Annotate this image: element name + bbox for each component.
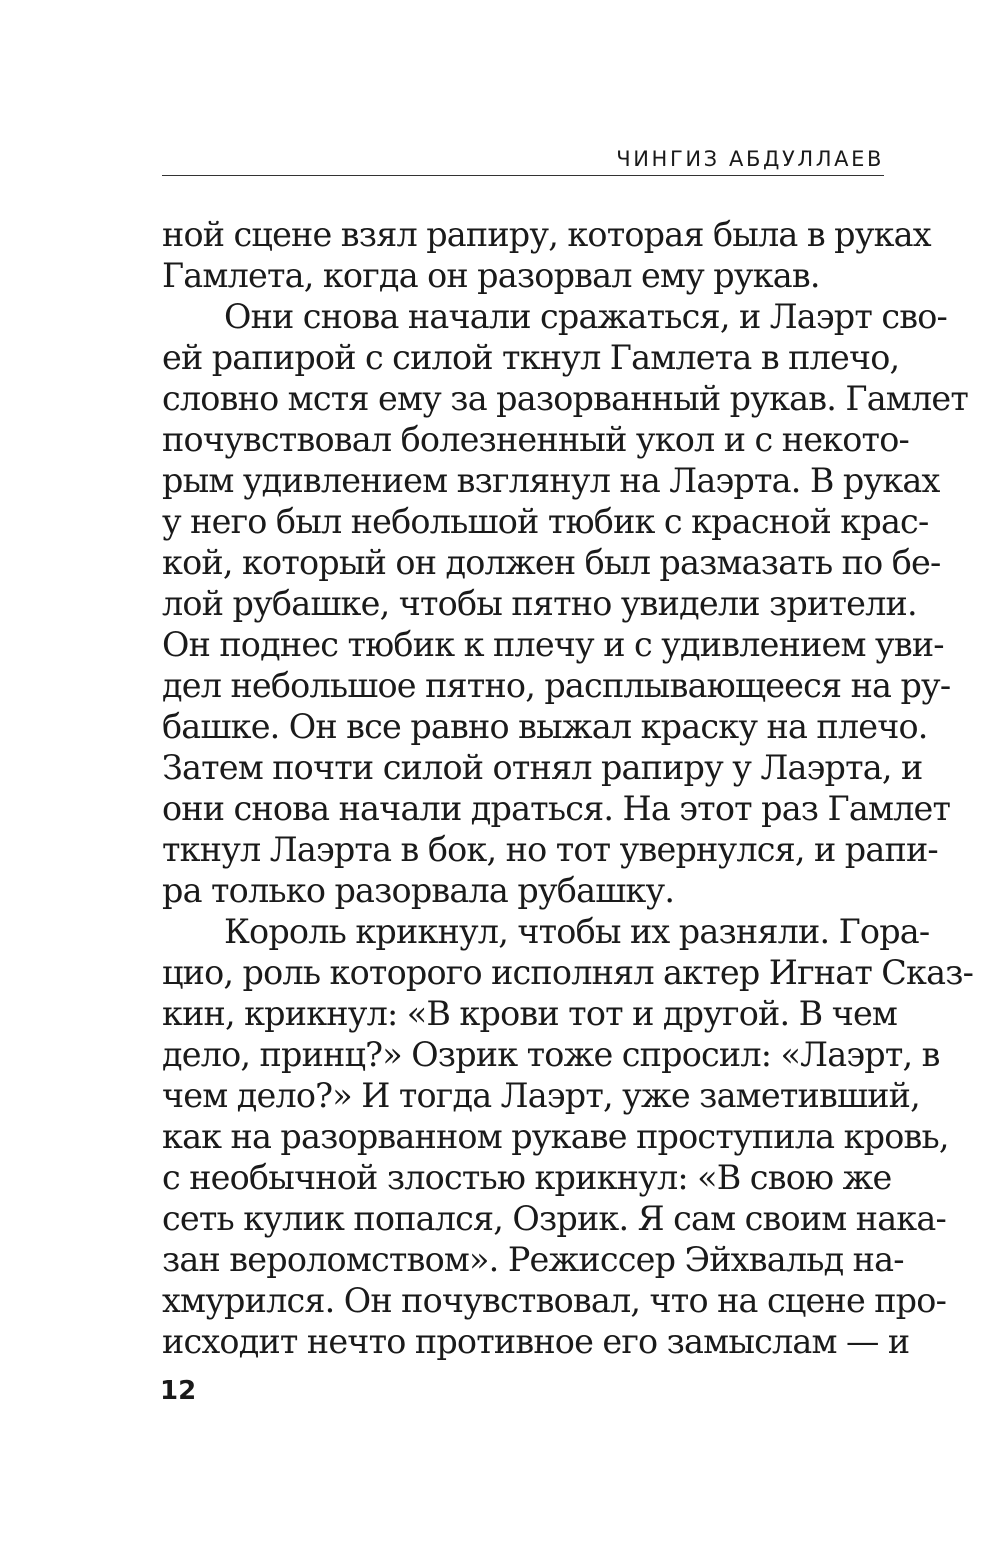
header-divider bbox=[162, 175, 884, 176]
text-line: Гамлета, когда он разорвал ему рукав. bbox=[162, 256, 820, 295]
text-line: словно мстя ему за разорванный рукав. Гамлет bbox=[162, 379, 969, 418]
text-line: исходит нечто противное его замыслам — и bbox=[162, 1322, 910, 1361]
text-line: чем дело?» И тогда Лаэрт, уже заметивший, bbox=[162, 1076, 920, 1115]
text-line: дело, принц?» Озрик тоже спросил: «Лаэрт, в bbox=[162, 1035, 940, 1074]
text-line: башке. Он все равно выжал краску на плечо. bbox=[162, 707, 928, 746]
paragraph-first-line: Король крикнул, чтобы их разняли. Гора- bbox=[224, 912, 930, 951]
text-line: ной сцене взял рапиру, которая была в руках bbox=[162, 215, 931, 254]
text-line: хмурился. Он почувствовал, что на сцене про- bbox=[162, 1281, 947, 1320]
text-line: зан вероломством». Режиссер Эйхвальд на- bbox=[162, 1240, 904, 1279]
text-line: с необычной злостью крикнул: «В свою же bbox=[162, 1158, 892, 1197]
text-line: у него был небольшой тюбик с красной крас- bbox=[162, 502, 929, 541]
text-line: ей рапирой с силой ткнул Гамлета в плечо, bbox=[162, 338, 900, 377]
text-line: лой рубашке, чтобы пятно увидели зрители. bbox=[162, 584, 917, 623]
text-line: ткнул Лаэрта в бок, но тот увернулся, и рапи- bbox=[162, 830, 938, 869]
text-line: цио, роль которого исполнял актер Игнат Сказ- bbox=[162, 953, 974, 992]
body-text bbox=[162, 214, 974, 1362]
text-line: почувствовал болезненный укол и с некото- bbox=[162, 420, 910, 459]
text-line: кин, крикнул: «В крови тот и другой. В чем bbox=[162, 994, 898, 1033]
text-line: они снова начали драться. На этот раз Гамлет bbox=[162, 789, 951, 828]
text-line: как на разорванном рукаве проступила кровь, bbox=[162, 1117, 949, 1156]
paragraph-first-line: Они снова начали сражаться, и Лаэрт сво- bbox=[224, 297, 948, 336]
text-line: Затем почти силой отнял рапиру у Лаэрта, и bbox=[162, 748, 923, 787]
running-header: ЧИНГИЗ АБДУЛЛАЕВ bbox=[616, 147, 884, 171]
text-line: дел небольшое пятно, расплывающееся на ру- bbox=[162, 666, 951, 705]
text-line: Он поднес тюбик к плечу и с удивлением уви- bbox=[162, 625, 944, 664]
text-line: сеть кулик попался, Озрик. Я сам своим нака- bbox=[162, 1199, 946, 1238]
text-line: рым удивлением взглянул на Лаэрта. В руках bbox=[162, 461, 940, 500]
page-number: 12 bbox=[160, 1376, 197, 1406]
text-line: ра только разорвала рубашку. bbox=[162, 871, 675, 910]
text-line: кой, который он должен был размазать по бе- bbox=[162, 543, 941, 582]
